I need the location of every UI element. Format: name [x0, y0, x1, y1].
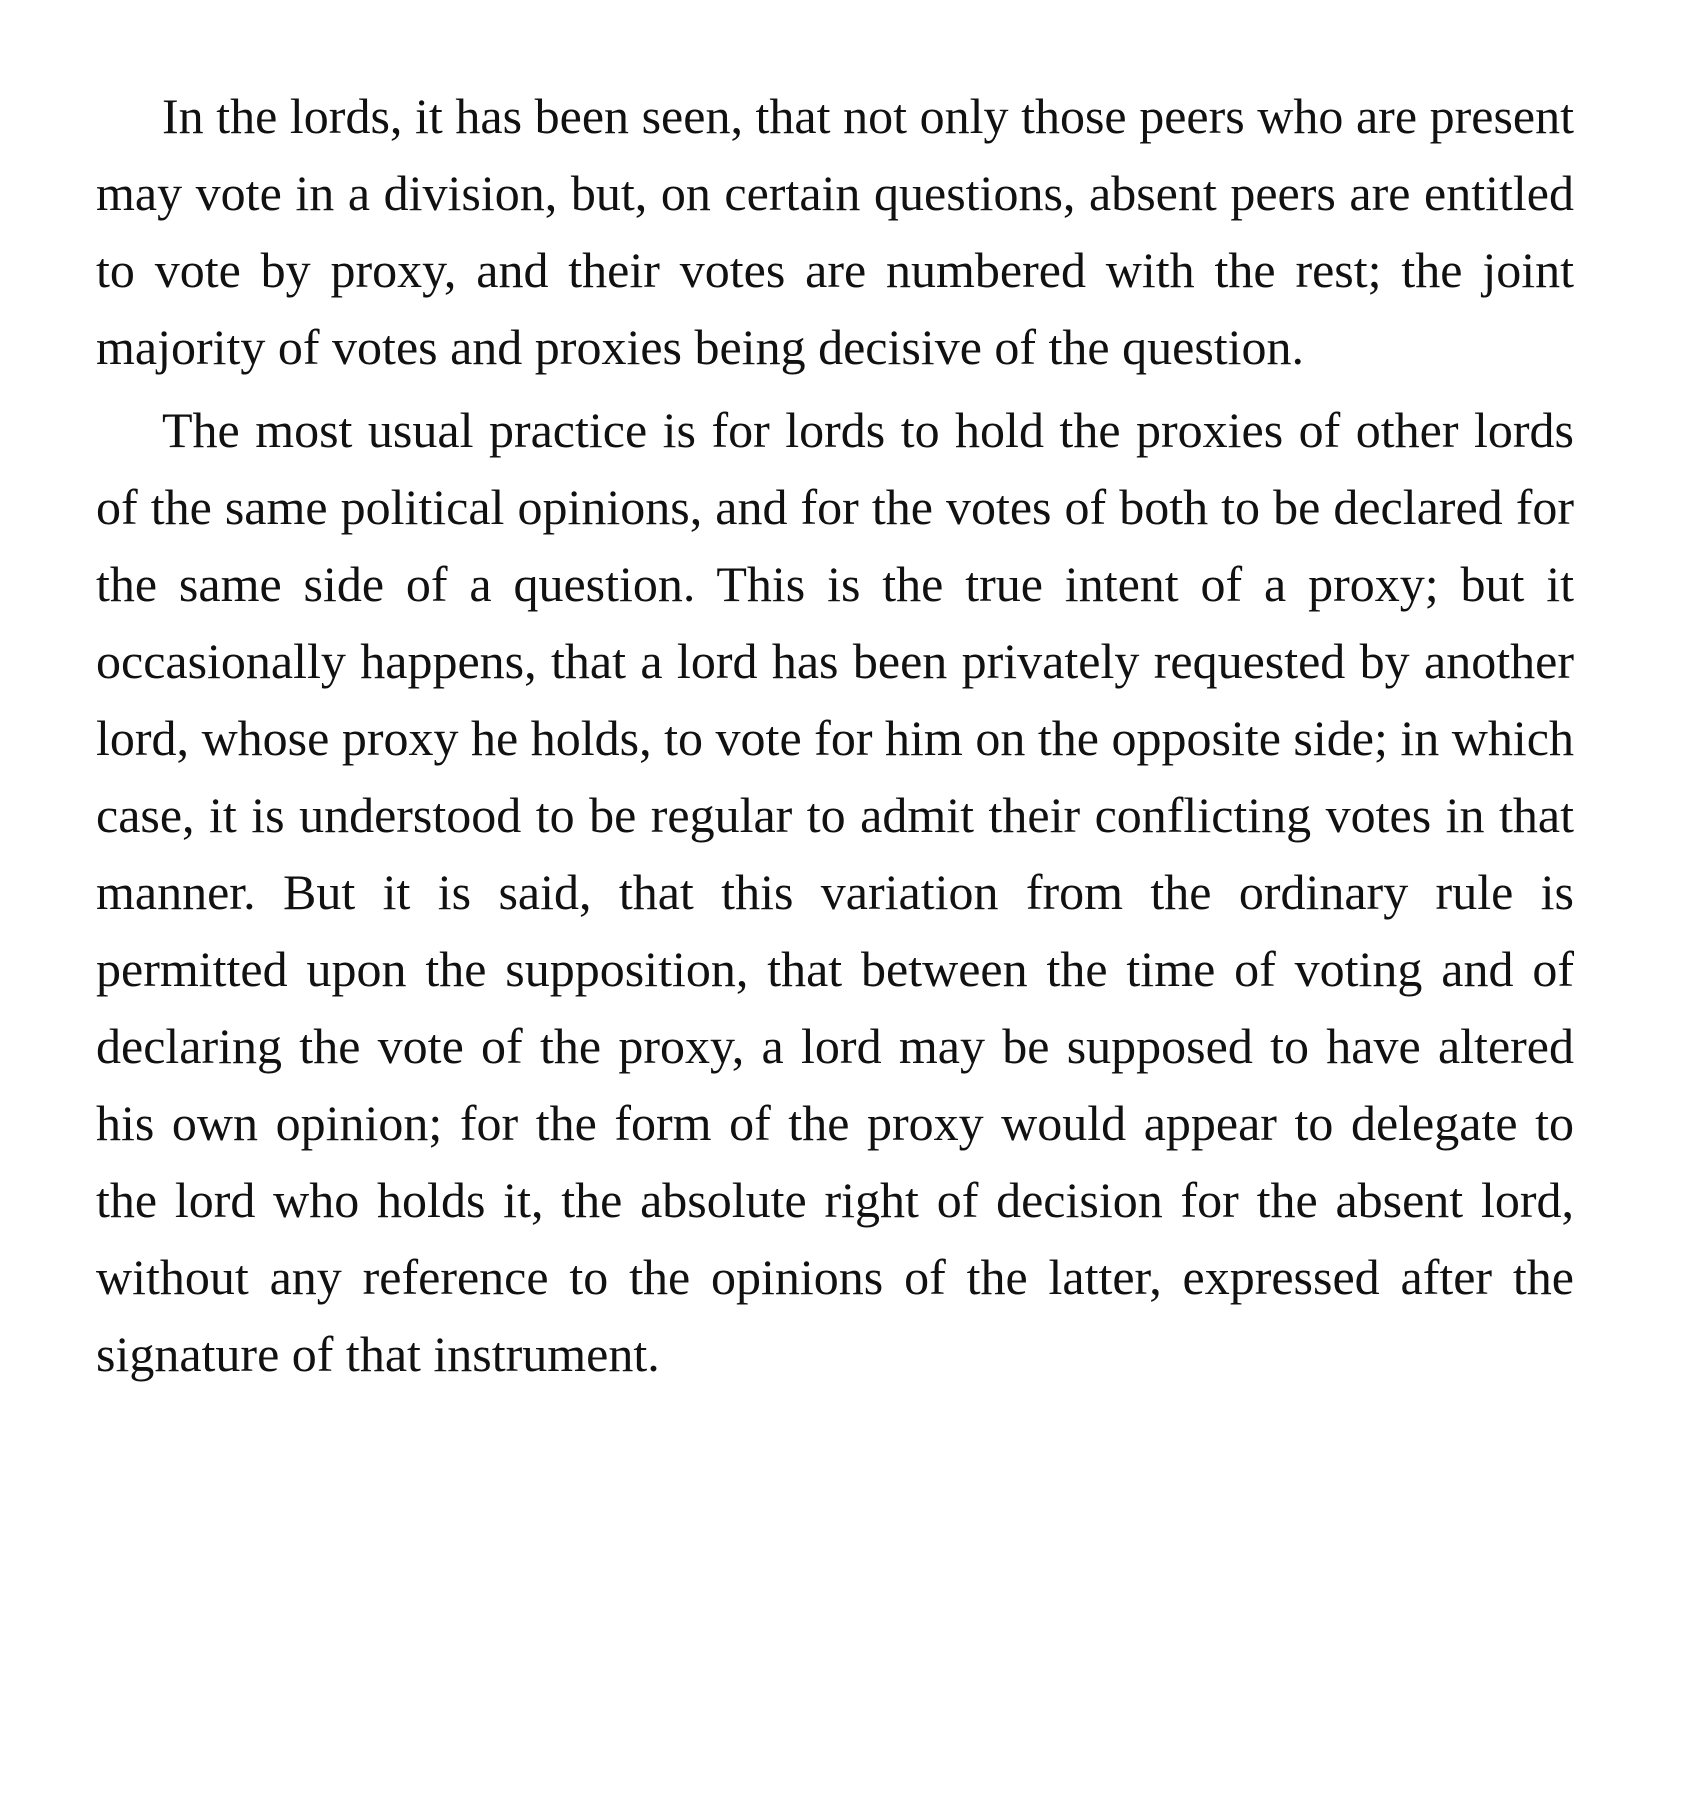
paragraph-proxy-voting-intro: In the lords, it has been seen, that not only those peers who are present may vote in a division, but, on certain questions, absent peers are entitled to vote by proxy, and their votes are numbered with the rest; the joint majority of votes and proxies being decisive of the question.	[96, 88, 1574, 375]
document-page	[96, 78, 1574, 1393]
paragraph-proxy-usual-practice: The most usual practice is for lords to hold the proxies of other lords of the same political opinions, and for the votes of both to be declared for the same side of a question. This is the true intent of a proxy; but it occasionally happens, that a lord has been privately requested by another lord, whose proxy he holds, to vote for him on the opposite side; in which case, it is understood to be regular to admit their conflicting votes in that manner. But it is said, that this variation from the ordinary rule is permitted upon the supposition, that between the time of voting and of declaring the vote of the proxy, a lord may be supposed to have altered his own opinion; for the form of the proxy would appear to delegate to the lord who holds it, the absolute right of decision for the absent lord, without any reference to the opinions of the latter, expressed after the signature of that instrument.	[96, 402, 1574, 1382]
